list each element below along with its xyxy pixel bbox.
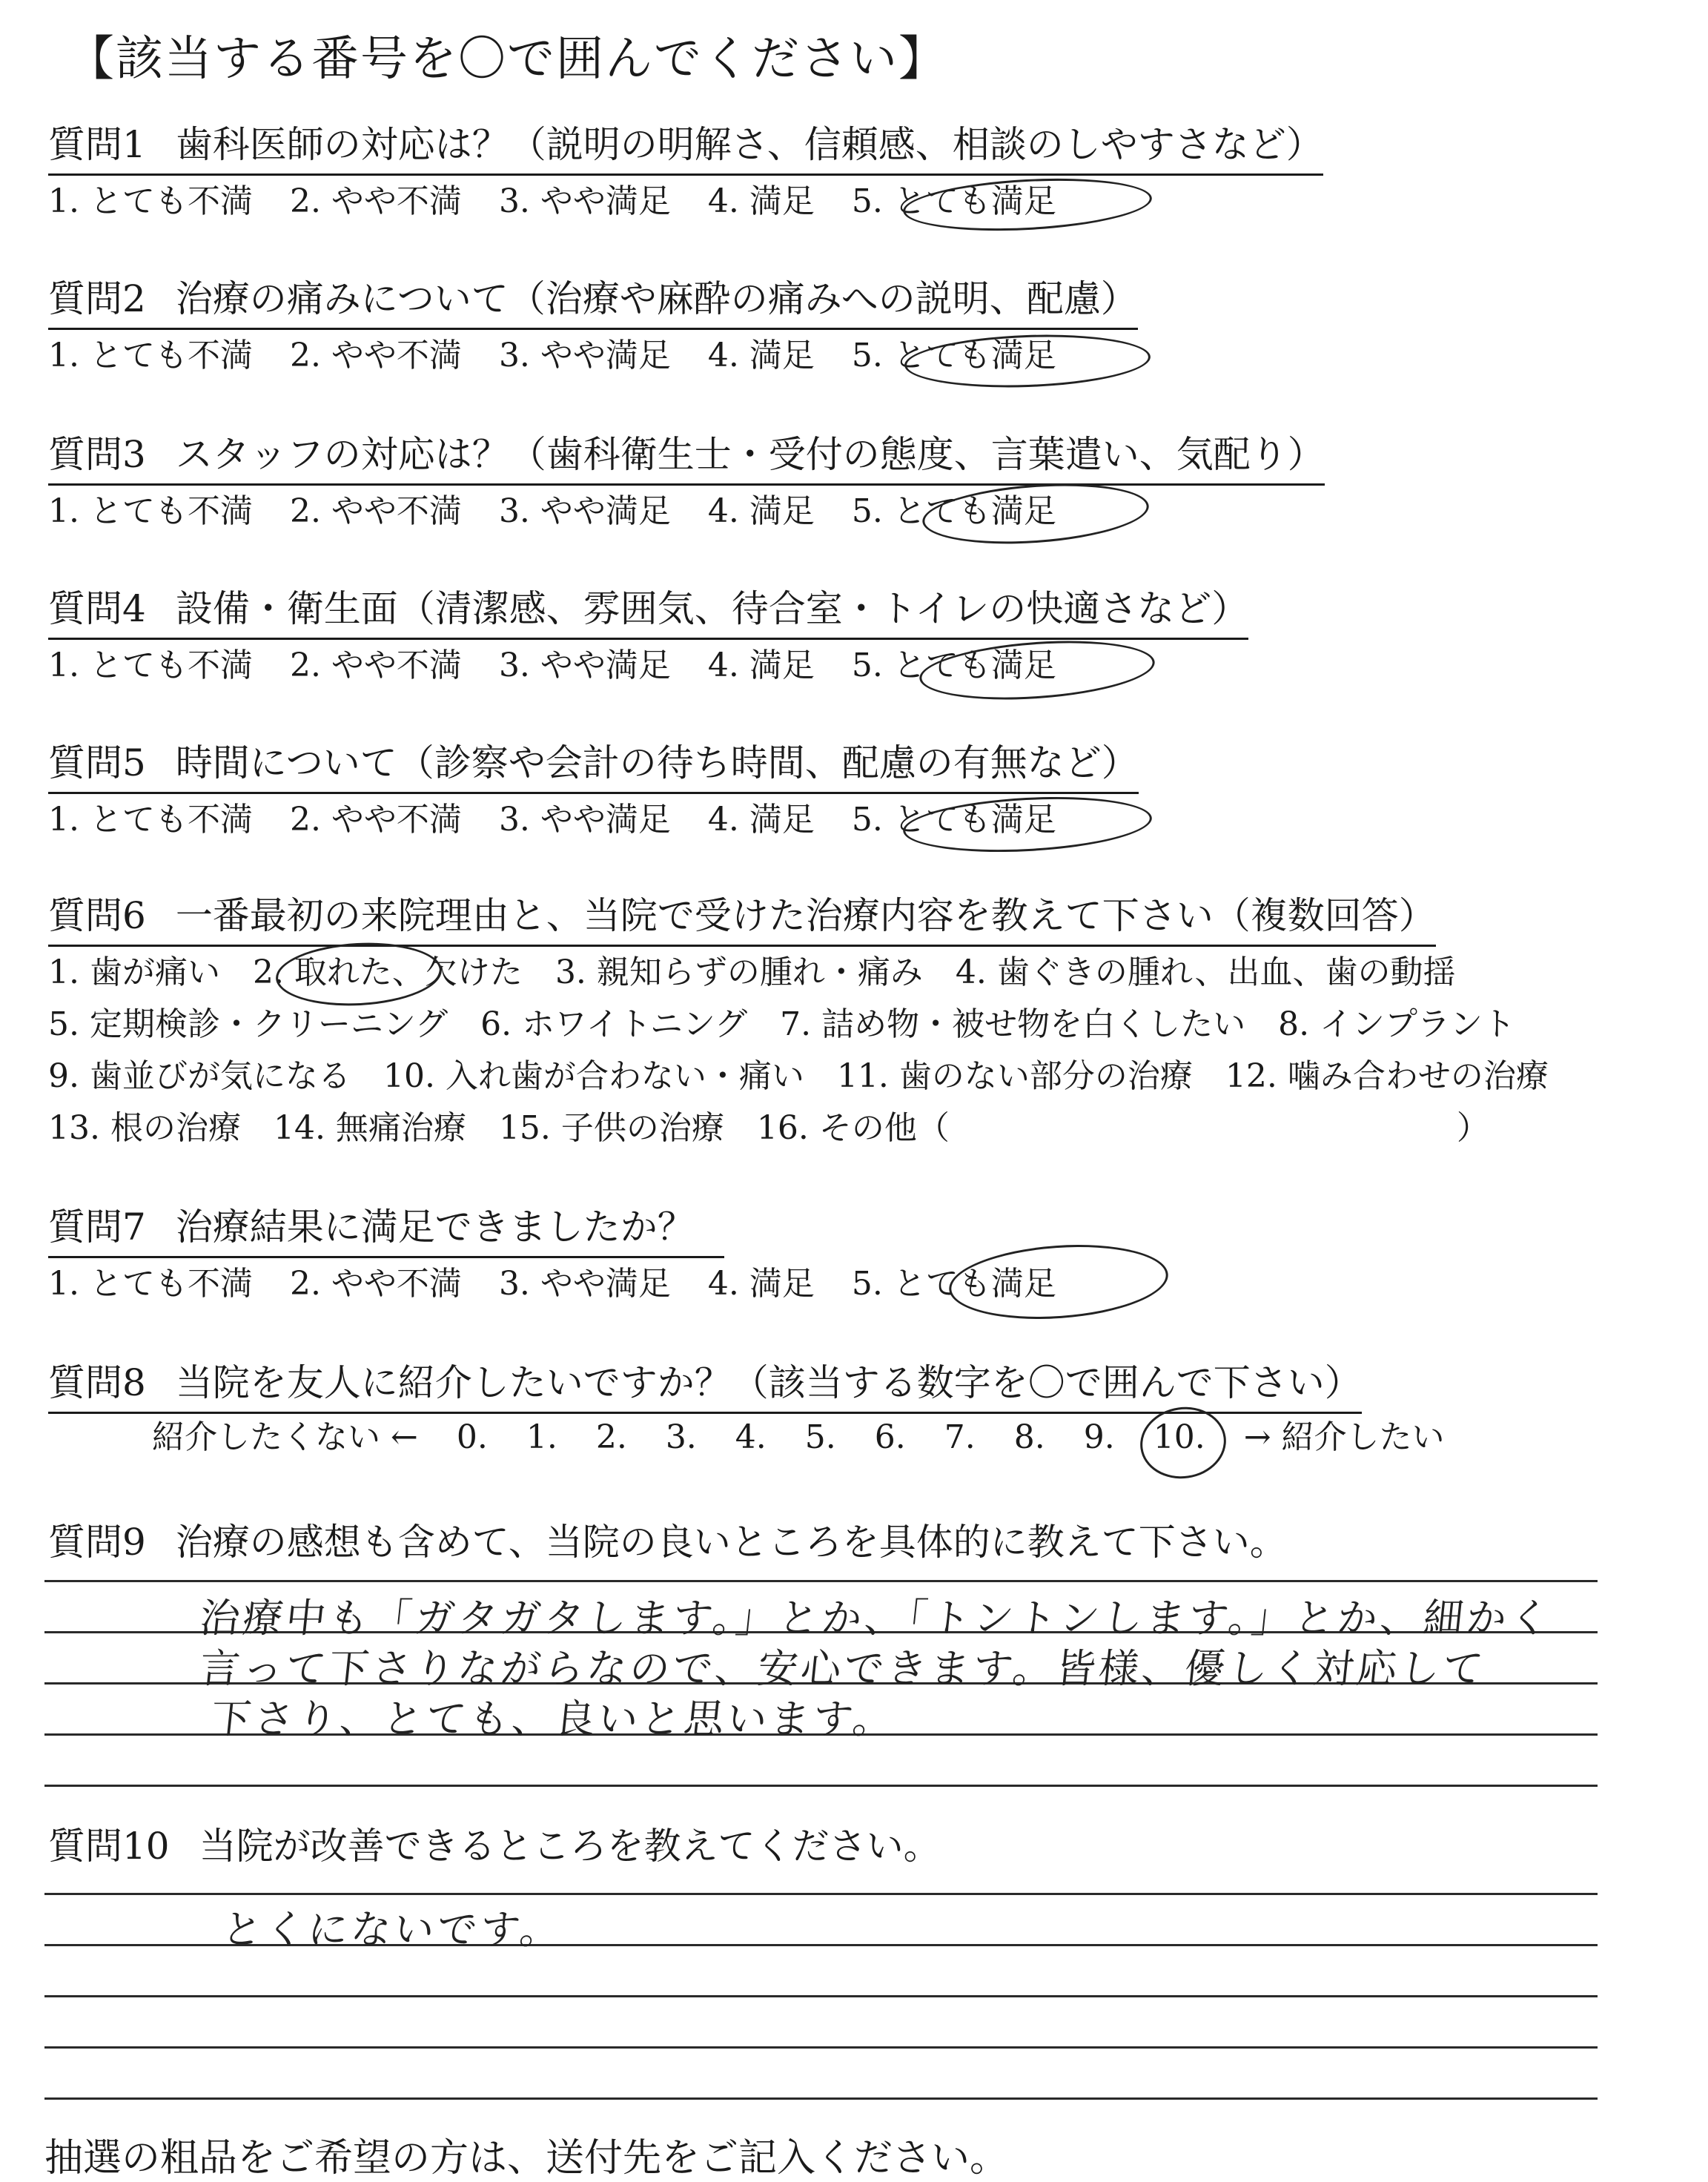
scale-2[interactable]: 2. <box>595 1418 627 1456</box>
handwritten-answer-line-2: 言って下さりながらなので、安心できます。皆様、優しく対応して <box>197 1645 1489 1692</box>
option-1[interactable]: 1. とても不満 <box>48 337 253 374</box>
option-3[interactable]: 3. 親知らずの腫れ・痛み <box>555 953 923 991</box>
question-10-title <box>48 1820 941 1875</box>
option-3[interactable]: 3. やや満足 <box>498 182 671 220</box>
answer-line <box>44 1785 1598 1787</box>
question-text: 一番最初の来院理由と、当院で受けた治療内容を教えて下さい（複数回答） <box>175 894 1436 937</box>
option-13[interactable]: 13. 根の治療 <box>48 1109 241 1147</box>
footer-cut-off-text: 抽選の粗品をご希望の方は、送付先をご記入ください。 <box>44 2136 1009 2181</box>
recommend-scale <box>48 1414 1483 1461</box>
option-3[interactable]: 3. やや満足 <box>498 647 671 684</box>
option-1[interactable]: 1. とても不満 <box>48 647 253 684</box>
question-10 <box>48 1820 941 1875</box>
question-number: 質問1 <box>48 123 146 166</box>
option-11[interactable]: 11. 歯のない部分の治療 <box>836 1057 1193 1095</box>
option-5[interactable]: 5. 定期検診・クリーニング <box>48 1005 448 1043</box>
question-7-title <box>48 1201 724 1258</box>
question-6 <box>48 890 1581 1154</box>
scale-left-label: 紹介したくない ← <box>152 1418 418 1456</box>
question-number: 質問8 <box>48 1361 146 1404</box>
question-text: 治療の痛みについて（治療や麻酔の痛みへの説明、配慮） <box>175 277 1138 320</box>
option-2[interactable]: 2. やや不満 <box>289 182 462 220</box>
option-10[interactable]: 10. 入れ歯が合わない・痛い <box>383 1057 804 1095</box>
question-9-title <box>48 1516 1287 1571</box>
instruction-heading: 【該当する番号を〇で囲んでください】 <box>67 32 947 87</box>
question-number: 質問3 <box>48 433 146 476</box>
handwritten-answer-line-3: 下さり、とても、良いと思います。 <box>208 1696 898 1742</box>
option-1[interactable]: 1. 歯が痛い <box>48 953 220 991</box>
answer-line <box>44 1995 1598 1997</box>
answer-line <box>44 1580 1598 1582</box>
scale-10[interactable]: 10. <box>1153 1418 1205 1456</box>
question-text: 歯科医師の対応は？（説明の明解さ、信頼感、相談のしやすさなど） <box>175 123 1323 166</box>
option-4[interactable]: 4. 満足 <box>707 1265 815 1303</box>
question-7-options <box>48 1263 1093 1306</box>
option-1[interactable]: 1. とても不満 <box>48 182 253 220</box>
question-number: 質問9 <box>48 1521 146 1564</box>
option-2[interactable]: 2. やや不満 <box>289 492 462 530</box>
question-text: 当院が改善できるところを教えてください。 <box>199 1825 941 1868</box>
question-number: 質問5 <box>48 741 146 784</box>
option-12[interactable]: 12. 噛み合わせの治療 <box>1225 1057 1549 1095</box>
question-5-title <box>48 737 1139 794</box>
option-4[interactable]: 4. 満足 <box>707 492 815 530</box>
scale-right-label: → 紹介したい <box>1243 1418 1445 1456</box>
question-1-title <box>48 119 1323 176</box>
question-number: 質問2 <box>48 277 146 320</box>
option-5[interactable]: 5. とても満足 <box>851 182 1056 220</box>
option-4[interactable]: 4. 満足 <box>707 337 815 374</box>
question-number: 質問7 <box>48 1206 146 1249</box>
question-9 <box>48 1516 1287 1571</box>
scale-6[interactable]: 6. <box>874 1418 906 1456</box>
option-5[interactable]: 5. とても満足 <box>851 337 1056 374</box>
option-1[interactable]: 1. とても不満 <box>48 801 253 839</box>
handwritten-answer-line-1: 治療中も「ガタガタします。」とか、「トントンします。」とか、細かく <box>197 1595 1555 1642</box>
option-4[interactable]: 4. 満足 <box>707 647 815 684</box>
option-2[interactable]: 2. やや不満 <box>289 647 462 684</box>
option-4[interactable]: 4. 満足 <box>707 182 815 220</box>
other-close-paren: ） <box>1456 1109 1489 1147</box>
answer-line <box>44 2046 1598 2049</box>
question-2-title <box>48 273 1138 330</box>
question-8-title <box>48 1357 1362 1414</box>
option-9[interactable]: 9. 歯並びが気になる <box>48 1057 351 1095</box>
option-2[interactable]: 2. 取れた、欠けた <box>252 953 523 991</box>
answer-line <box>44 1893 1598 1895</box>
question-4-title <box>48 583 1248 640</box>
option-5[interactable]: 5. とても満足 <box>851 1265 1056 1303</box>
question-6-options-line-3 <box>48 1051 1581 1102</box>
option-5[interactable]: 5. とても満足 <box>851 492 1056 530</box>
question-text: 当院を友人に紹介したいですか？（該当する数字を〇で囲んで下さい） <box>175 1361 1362 1404</box>
scale-8[interactable]: 8. <box>1013 1418 1045 1456</box>
question-6-options-line-2 <box>48 999 1581 1051</box>
option-6[interactable]: 6. ホワイトニング <box>480 1005 748 1043</box>
question-number: 質問10 <box>48 1825 170 1868</box>
option-3[interactable]: 3. やや満足 <box>498 1265 671 1303</box>
scale-7[interactable]: 7. <box>944 1418 976 1456</box>
option-1[interactable]: 1. とても不満 <box>48 492 253 530</box>
question-7 <box>48 1201 1093 1306</box>
question-text: 治療結果に満足できましたか？ <box>175 1206 695 1249</box>
scale-9[interactable]: 9. <box>1083 1418 1115 1456</box>
option-3[interactable]: 3. やや満足 <box>498 492 671 530</box>
option-3[interactable]: 3. やや満足 <box>498 337 671 374</box>
question-text: 時間について（診察や会計の待ち時間、配慮の有無など） <box>175 741 1139 784</box>
answer-line <box>44 2097 1598 2100</box>
option-15[interactable]: 15. 子供の治療 <box>498 1109 724 1147</box>
question-8 <box>48 1357 1483 1461</box>
question-6-title <box>48 890 1436 947</box>
scale-5[interactable]: 5. <box>804 1418 836 1456</box>
option-2[interactable]: 2. やや不満 <box>289 337 462 374</box>
question-6-options-line-4 <box>48 1102 1581 1154</box>
option-2[interactable]: 2. やや不満 <box>289 801 462 839</box>
option-3[interactable]: 3. やや満足 <box>498 801 671 839</box>
question-number: 質問6 <box>48 894 146 937</box>
question-number: 質問4 <box>48 587 146 630</box>
option-8[interactable]: 8. インプラント <box>1278 1005 1516 1043</box>
option-2[interactable]: 2. やや不満 <box>289 1265 462 1303</box>
option-5[interactable]: 5. とても満足 <box>851 647 1056 684</box>
question-text: スタッフの対応は？（歯科衛生士・受付の態度、言葉遣い、気配り） <box>175 433 1325 476</box>
scale-0[interactable]: 0. <box>456 1418 488 1456</box>
option-4[interactable]: 4. 満足 <box>707 801 815 839</box>
scale-4[interactable]: 4. <box>735 1418 767 1456</box>
option-5[interactable]: 5. とても満足 <box>851 801 1056 839</box>
option-16[interactable]: 16. その他（ <box>756 1109 950 1147</box>
question-text: 治療の感想も含めて、当院の良いところを具体的に教えて下さい。 <box>175 1521 1287 1564</box>
handwritten-answer-line-1: とくにないです。 <box>219 1906 566 1953</box>
scale-1[interactable]: 1. <box>526 1418 557 1456</box>
question-text: 設備・衛生面（清潔感、雰囲気、待合室・トイレの快適さなど） <box>175 587 1249 630</box>
question-3-title <box>48 429 1325 486</box>
scale-3[interactable]: 3. <box>665 1418 697 1456</box>
option-4[interactable]: 4. 歯ぐきの腫れ、出血、歯の動揺 <box>955 953 1456 991</box>
option-7[interactable]: 7. 詰め物・被せ物を白くしたい <box>780 1005 1246 1043</box>
option-14[interactable]: 14. 無痛治療 <box>273 1109 466 1147</box>
option-1[interactable]: 1. とても不満 <box>48 1265 253 1303</box>
